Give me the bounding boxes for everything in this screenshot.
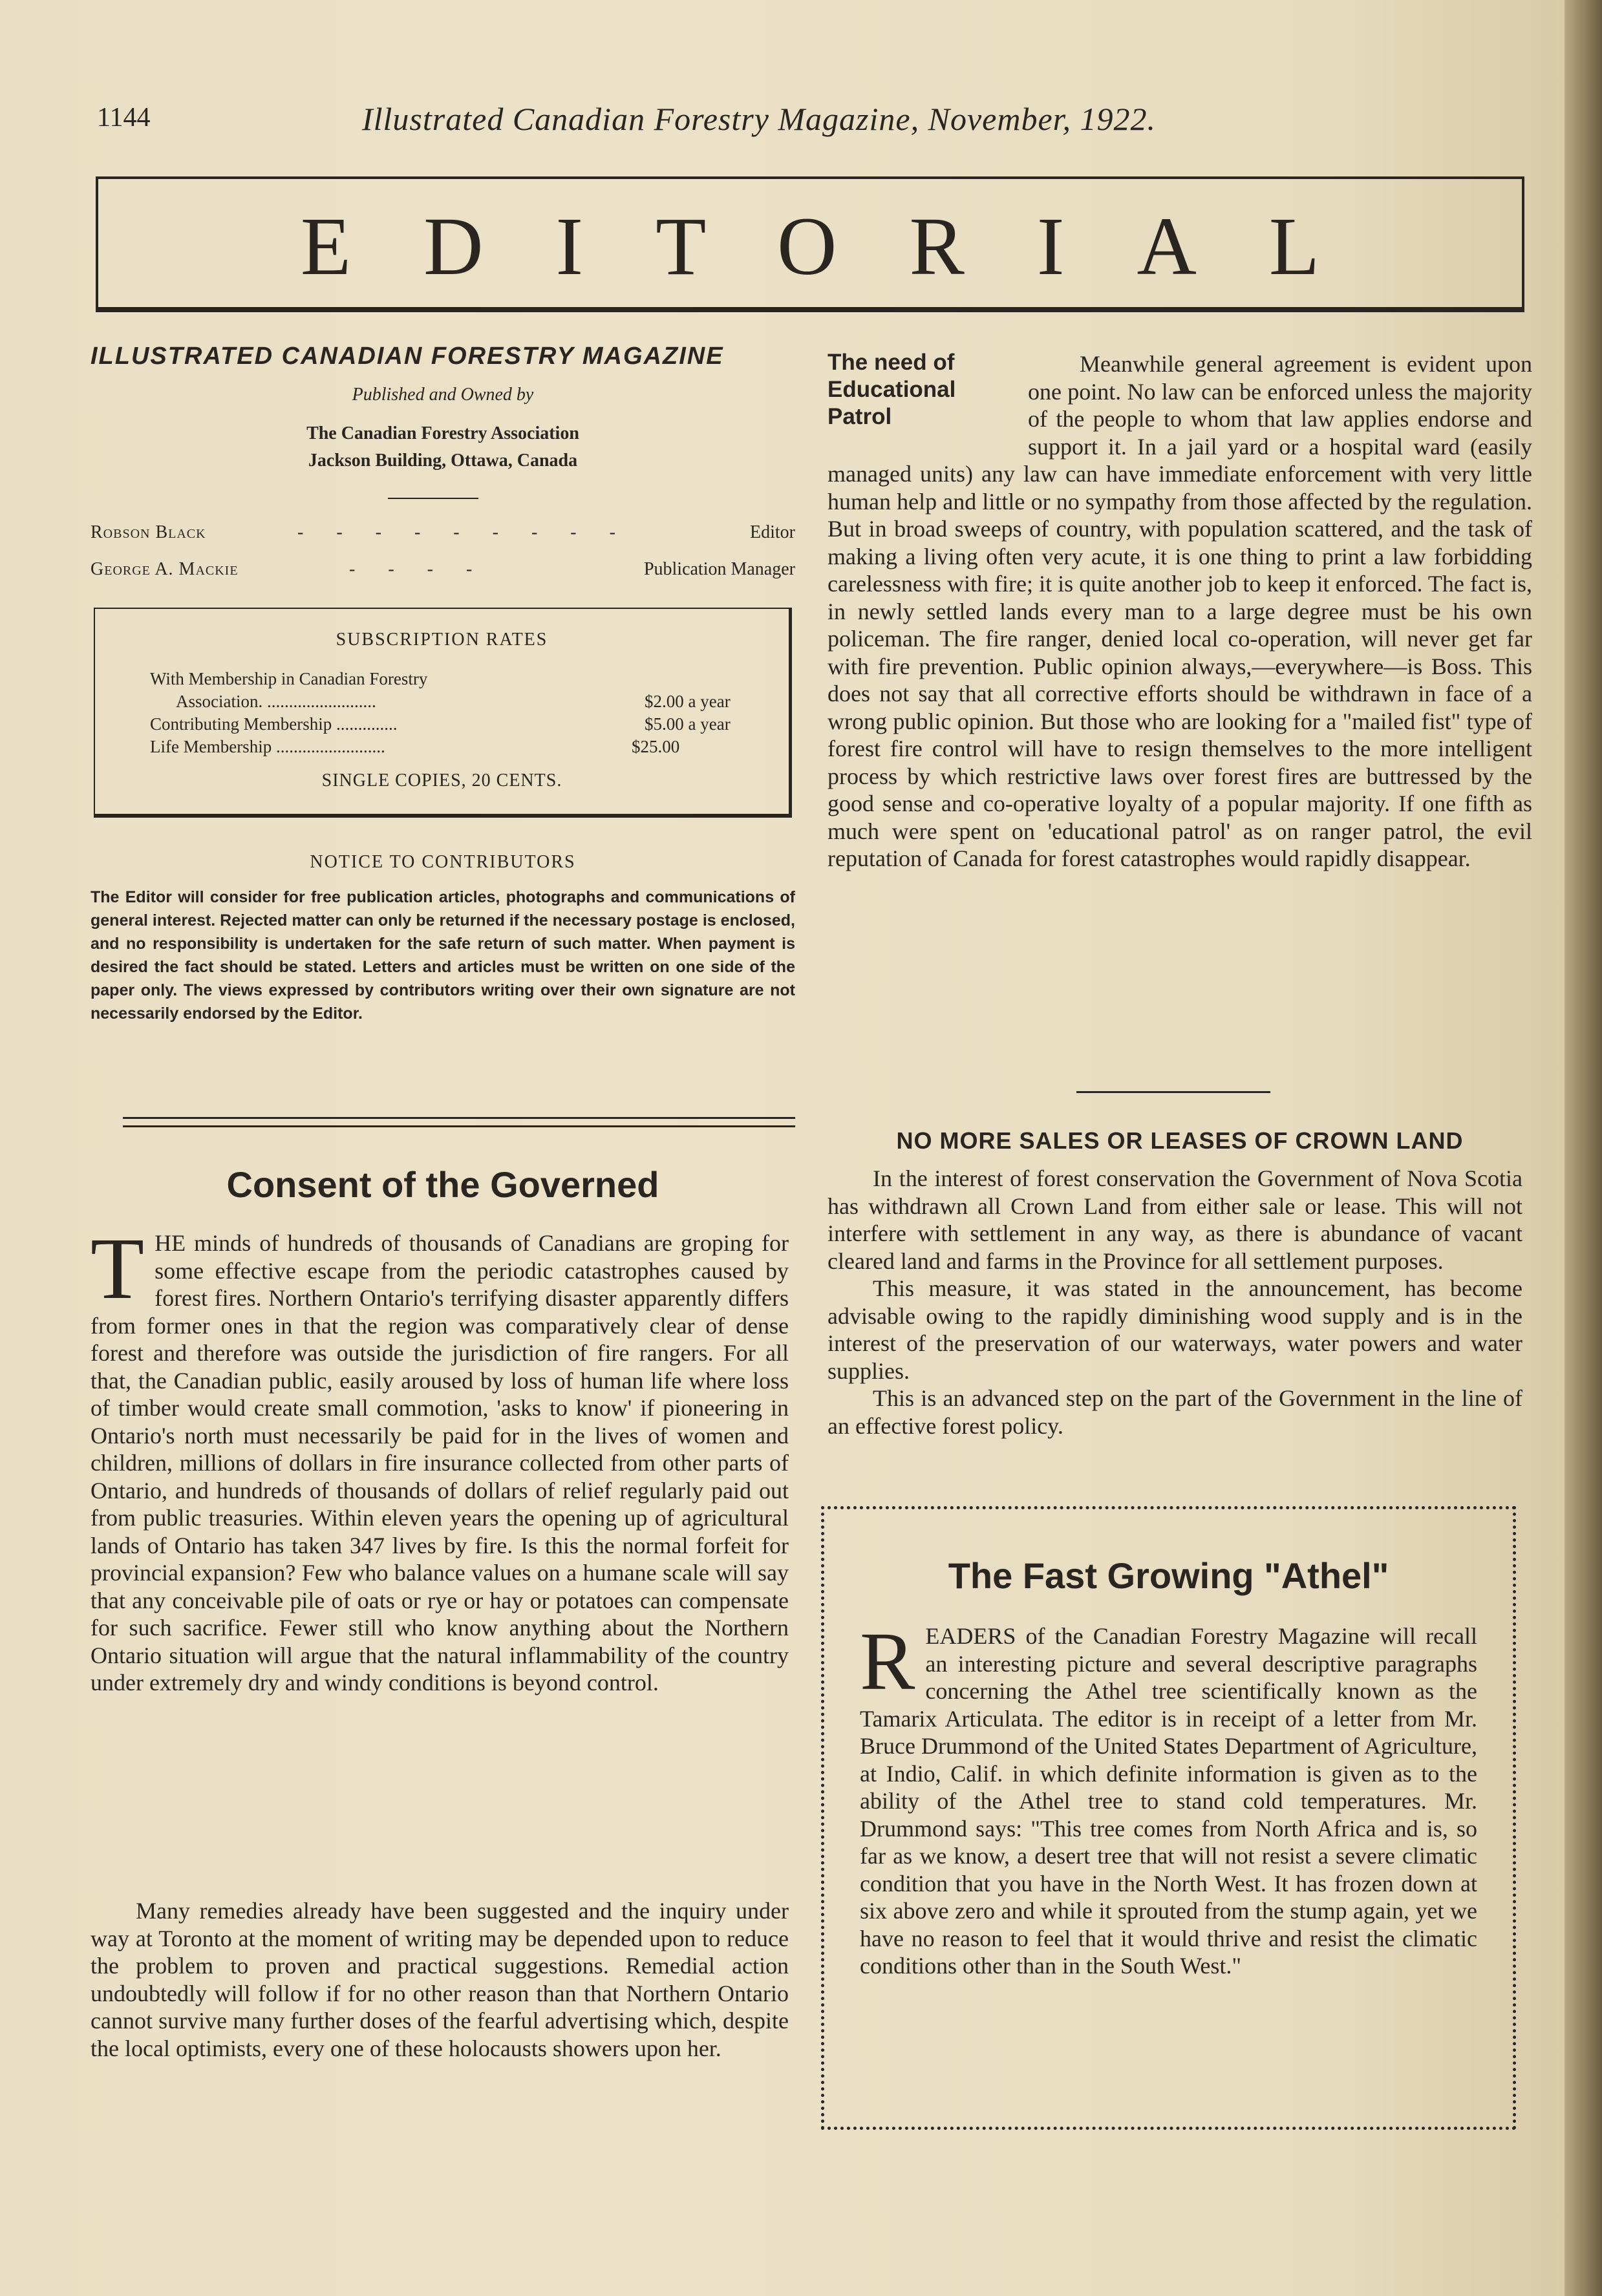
athel-body <box>860 1615 1477 1980</box>
rate-price: $2.00 a year <box>645 692 731 711</box>
section-double-rule <box>123 1117 795 1127</box>
drop-cap: T <box>91 1220 145 1317</box>
editorial-title: EDITORIAL <box>300 200 1393 292</box>
consent-title: Consent of the Governed <box>226 1164 659 1205</box>
staff-dashes: - - - - <box>349 559 487 579</box>
single-copies: SINGLE COPIES, 20 CENTS. <box>321 771 562 791</box>
rate-label: Life Membership ......................... <box>150 737 385 756</box>
consent-paragraph-1 <box>91 1220 789 1697</box>
need-side-heading: The need of Educational Patrol <box>828 350 956 429</box>
rate-price: $5.00 a year <box>645 714 731 734</box>
staff-name: Robson Black <box>91 522 206 542</box>
crown-land-article <box>828 1165 1522 1440</box>
notice-title: NOTICE TO CONTRIBUTORS <box>310 852 576 872</box>
association-address: Jackson Building, Ottawa, Canada <box>308 451 578 471</box>
consent-text: HE minds of hundreds of thousands of Canadians are groping for some effective escape from the periodic catastrophes caused by forest fires. Northern Ontario's terrifying disaster apparently differs from former ones in that the region was comparatively clear of dense forest and therefore was outside the jurisdiction of fire rangers. For all that, the Canadian public, easily aroused by loss of human life where loss of timber would create small commotion, 'asks to know' if pioneering in Ontario's north must necessarily be paid for in the lives of women and children, millions of dollars in fire insurance collected from other parts of Ontario, and hundreds of thousands of dollars of relief regularly paid out from public treasuries. Within eleven years the opening up of agricultural lands of Ontario has taken 347 lives by fire. Is this the normal forfeit for provincial expansion? Few who balance values on a humane scale will say that any conceivable pile of oats or rye or hay or potatoes can compensate for such sacrifice. Fewer still who know anything about the Northern Ontario situation will argue that the natural inflammability of the country under extremely dry and windy conditions is beyond control. <box>91 1230 789 1695</box>
rate-price: $25.00 <box>632 737 680 756</box>
masthead-rule <box>388 498 478 499</box>
association-block <box>91 420 795 474</box>
subscription-rate <box>150 737 732 757</box>
staff-name: George A. Mackie <box>91 559 239 579</box>
published-by: Published and Owned by <box>352 385 534 405</box>
consent-paragraph-2: Many remedies already have been suggested and the inquiry under way at Toronto at the moment of writing may be depended upon to reduce the problem to proven and practical suggestions. Remedial action undoubtedly will follow if for no other reason than that Northern Ontario cannot survive many further doses of the fearful advertising which, despite the local optimists, every one of these holocausts showers upon her. <box>91 1898 789 2061</box>
crown-land-paragraph: This measure, it was stated in the announcement, has become advisable owing to the rapidly diminishing wood supply and is in the interest of the preservation of our waterways, water powers and water supplies. <box>828 1275 1522 1384</box>
page-binding-shadow <box>1565 0 1602 2296</box>
subscription-rate <box>176 692 758 712</box>
journal-title: Illustrated Canadian Forestry Magazine, November, 1922. <box>362 101 1157 137</box>
crown-land-title: NO MORE SALES OR LEASES OF CROWN LAND <box>896 1127 1464 1154</box>
notice-body: The Editor will consider for free publication articles, photographs and communications of general interest. Rejected matter can only be returned if the necessary postage is enclosed, and no responsibility is undertaken for the safe return of such matter. When payment is desired the fact should be stated. Letters and articles must be written on one side of the paper only. The views expressed by contributors writing over their own signature are not necessarily endorsed by the Editor. <box>91 888 795 1023</box>
crown-land-paragraph: This is an advanced step on the part of the Government in the line of an effective forest policy. <box>828 1385 1522 1439</box>
subscription-box <box>94 608 792 818</box>
rate-label: Contributing Membership .............. <box>150 714 398 734</box>
subscription-rate <box>150 714 732 734</box>
subscription-line: With Membership in Canadian Forestry <box>150 669 428 688</box>
rate-label: Association. ......................... <box>176 692 376 711</box>
subscription-title: SUBSCRIPTION RATES <box>336 630 548 650</box>
staff-role: Publication Manager <box>643 559 795 579</box>
column-divider-rule <box>1076 1091 1270 1093</box>
page-number: 1144 <box>97 103 151 133</box>
drop-cap: R <box>860 1615 915 1707</box>
athel-text: EADERS of the Canadian Forestry Magazine will recall an interesting picture and several descriptive paragraphs concerning the Athel tree scientifically known as the Tamarix Articulata. The editor is in receipt of a letter from Mr. Bruce Drummond of the United States Department of Agriculture, at Indio, Calif. in which definite information is given as to the ability of the Athel tree to stand cold temperatures. Mr. Drummond says: "This tree comes from North Africa and is, so far as we know, a desert tree that will not resist a severe climatic condition that you have in the North West. It has frozen down at six above zero and while it sprouted from the stump again, yet we have no reason to feel that it would thrive and resist the climatic conditions other than in the South West." <box>860 1623 1477 1979</box>
masthead-title: ILLUSTRATED CANADIAN FORESTRY MAGAZINE <box>91 343 724 370</box>
staff-role: Editor <box>750 522 795 542</box>
athel-box <box>821 1506 1516 2130</box>
left-column <box>91 0 795 2296</box>
need-text: Meanwhile general agreement is evident upon one point. No law can be enforced unless the majority of the people to whom that law applies endorse and support it. In a jail yard or a hospital ward (easily managed units) any law can have immediate enforcement with very little human help and little or no sympathy from those affected by the regulation. But in broad sweeps of country, with population scattered, and the task of making a living often very acute, it is one thing to print a law forbidding carelessness with fire; it is quite another job to keep it enforced. The fact is, in newly settled lands every man to a large degree must be his own policeman. The fire ranger, denied local co-operation, will never get far with fire prevention. Public opinion always,—everywhere—is Boss. This does not say that all corrective efforts should be withdrawn in face of a wrong public opinion. But those who are looking for a "mailed fist" type of forest fire control will have to resign themselves to the more intelligent process by which restrictive laws over forest fires are buttressed by the good sense and co-operative loyalty of a popular majority. If one fifth as much were spent on 'educational patrol' as on ranger patrol, the evil reputation of Canada for forest catastrophes would rapidly disappear. <box>828 351 1532 871</box>
association-name: The Canadian Forestry Association <box>306 423 579 443</box>
crown-land-paragraph: In the interest of forest conservation the Government of Nova Scotia has withdrawn all Crown Land from either sale or lease. This will not interfere with settlement in any way, as there is abundance of vacant cleared land and farms in the Province for all settlement purposes. <box>828 1165 1522 1274</box>
staff-dashes: - - - - - - - - - <box>297 522 630 542</box>
athel-title: The Fast Growing "Athel" <box>948 1555 1389 1596</box>
